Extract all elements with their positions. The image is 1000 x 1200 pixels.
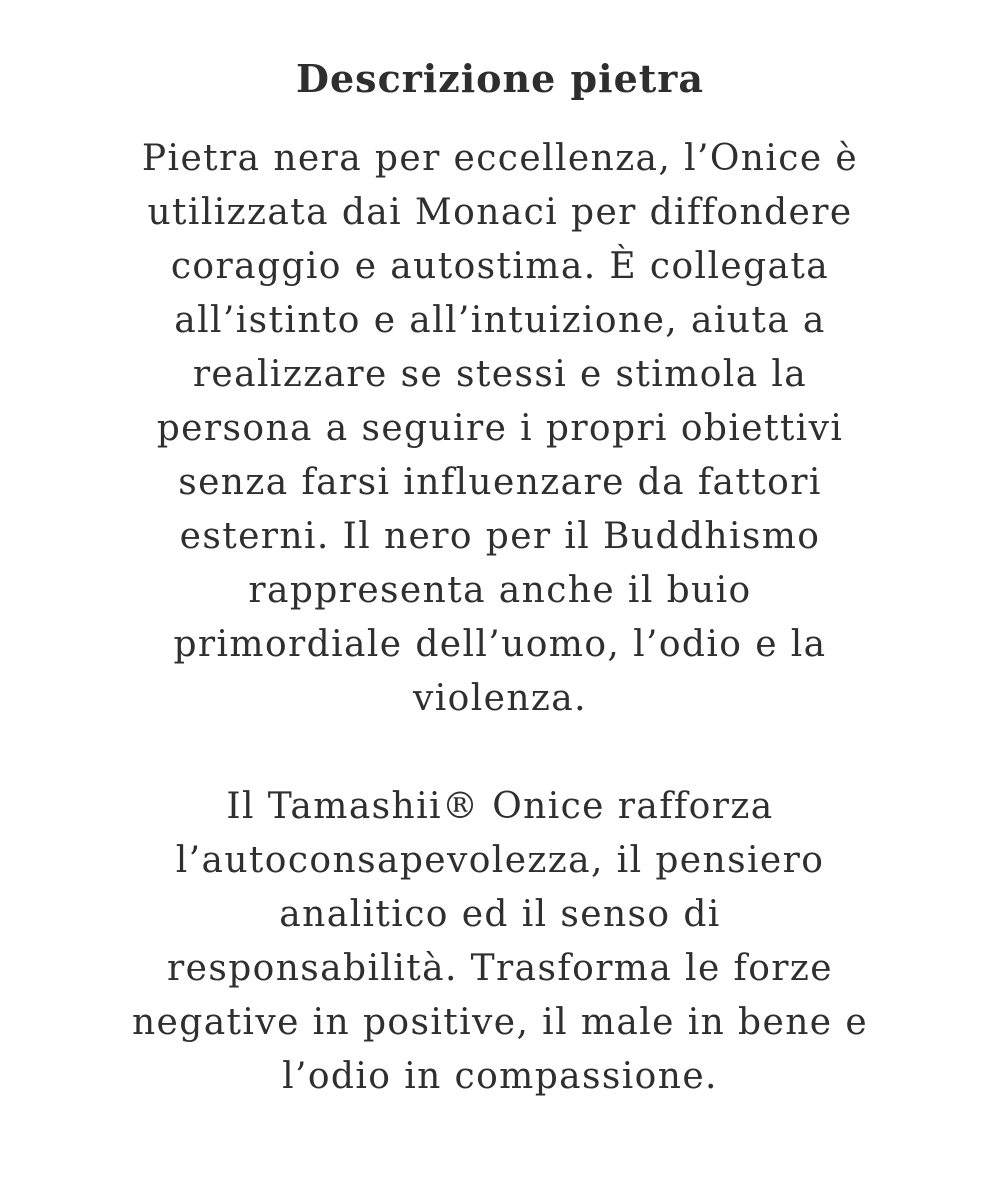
text-line: l’odio in compassione. (282, 1056, 718, 1097)
text-line: responsabilità. Trasforma le forze (167, 948, 833, 989)
text-line: rappresenta anche il buio (248, 570, 752, 611)
text-line: violenza. (412, 678, 587, 719)
text-line: persona a seguire i propri obiettivi (156, 408, 844, 449)
section-title: Descrizione pietra (296, 56, 704, 101)
text-line: Pietra nera per eccellenza, l’Onice è (141, 138, 859, 179)
text-line: coraggio e autostima. È collegata (170, 246, 830, 287)
text-line: realizzare se stessi e stimola la (192, 354, 808, 395)
text-line: analitico ed il senso di (279, 894, 721, 935)
text-line: esterni. Il nero per il Buddhismo (179, 516, 821, 557)
text-line: primordiale dell’uomo, l’odio e la (173, 624, 827, 665)
text-line: all’istinto e all’intuizione, aiuta a (174, 300, 826, 341)
text-line: senza farsi influenzare da fattori (178, 462, 822, 503)
text-line: negative in positive, il male in bene e (131, 1002, 869, 1043)
text-line: Il Tamashii® Onice rafforza (226, 786, 774, 827)
text-line: l’autoconsapevolezza, il pensiero (175, 840, 825, 881)
paragraph-spacer (0, 726, 1000, 780)
description-paragraph-2 (120, 780, 880, 1104)
description-paragraph-1 (120, 132, 880, 726)
text-line: utilizzata dai Monaci per diffondere (147, 192, 853, 233)
